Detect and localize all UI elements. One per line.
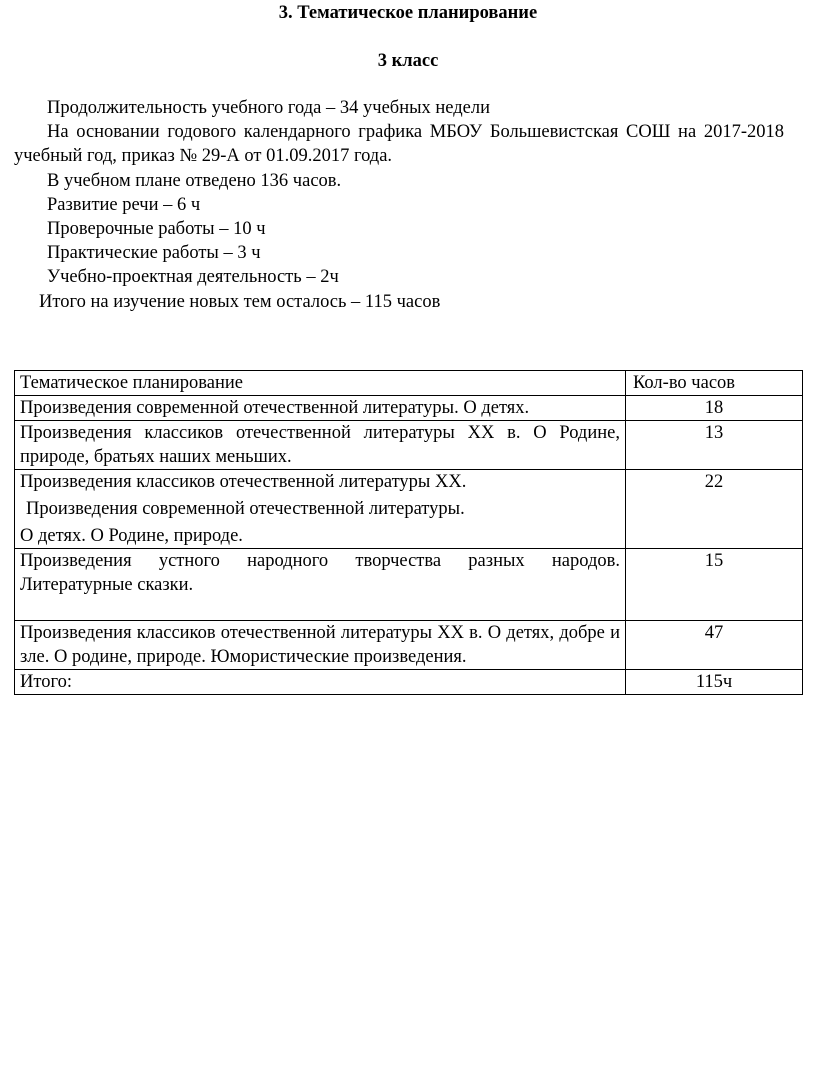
table-header-row xyxy=(15,371,803,396)
practical-works-text: Практические работы – 3 ч xyxy=(47,243,261,264)
topic-cell xyxy=(15,470,626,549)
hours-cell: 47 xyxy=(626,621,803,670)
test-works-text: Проверочные работы – 10 ч xyxy=(47,219,266,240)
thematic-plan-table xyxy=(14,370,803,695)
year-duration-text: Продолжительность учебного года – 34 учебных недели xyxy=(47,98,491,118)
schedule-basis-text: На основании годового календарного графика МБОУ Большевистская СОШ на 2017-2018 учебный год, приказ № 29-А от 01.09.2017 года. xyxy=(14,122,784,167)
intro-section xyxy=(14,96,784,314)
table-row xyxy=(15,421,803,470)
table-total-row xyxy=(15,670,803,695)
plan-hours-text: В учебном плане отведено 136 часов. xyxy=(47,170,342,191)
project-activity-text: Учебно-проектная деятельность – 2ч xyxy=(47,267,339,288)
header-hours-cell: Кол-во часов xyxy=(626,371,803,396)
hours-cell: 13 xyxy=(626,421,803,470)
table-row xyxy=(15,549,803,621)
topic-cell: Произведения классиков отечественной литературы XX в. О Родине, природе, братьях наших меньших. xyxy=(15,421,626,470)
hours-cell: 15 xyxy=(626,549,803,621)
hours-cell: 22 xyxy=(626,470,803,549)
hours-cell: 18 xyxy=(626,396,803,421)
table-row xyxy=(15,396,803,421)
topic-cell: Произведения классиков отечественной литературы XX в. О детях, добре и зле. О родине, природе. Юмористические произведения. xyxy=(15,621,626,670)
total-hours-cell: 115ч xyxy=(626,670,803,695)
table-row xyxy=(15,621,803,670)
speech-development-text: Развитие речи – 6 ч xyxy=(47,194,201,215)
topic-line: Произведения классиков отечественной литературы XX. xyxy=(20,472,467,492)
topic-line: О детях. О Родине, природе. xyxy=(20,526,243,546)
topic-cell: Произведения современной отечественной литературы. О детях. xyxy=(15,396,626,421)
topic-cell: Произведения устного народного творчества разных народов. Литературные сказки. xyxy=(15,549,626,621)
header-topic-cell: Тематическое планирование xyxy=(15,371,626,396)
total-label-cell: Итого: xyxy=(15,670,626,695)
topic-line: Произведения современной отечественной литературы. xyxy=(26,499,465,519)
grade-heading: 3 класс xyxy=(377,51,439,71)
table-row xyxy=(15,470,803,549)
page-title: 3. Тематическое планирование xyxy=(278,3,538,23)
remaining-hours-text: Итого на изучение новых тем осталось – 115 часов xyxy=(39,291,441,312)
